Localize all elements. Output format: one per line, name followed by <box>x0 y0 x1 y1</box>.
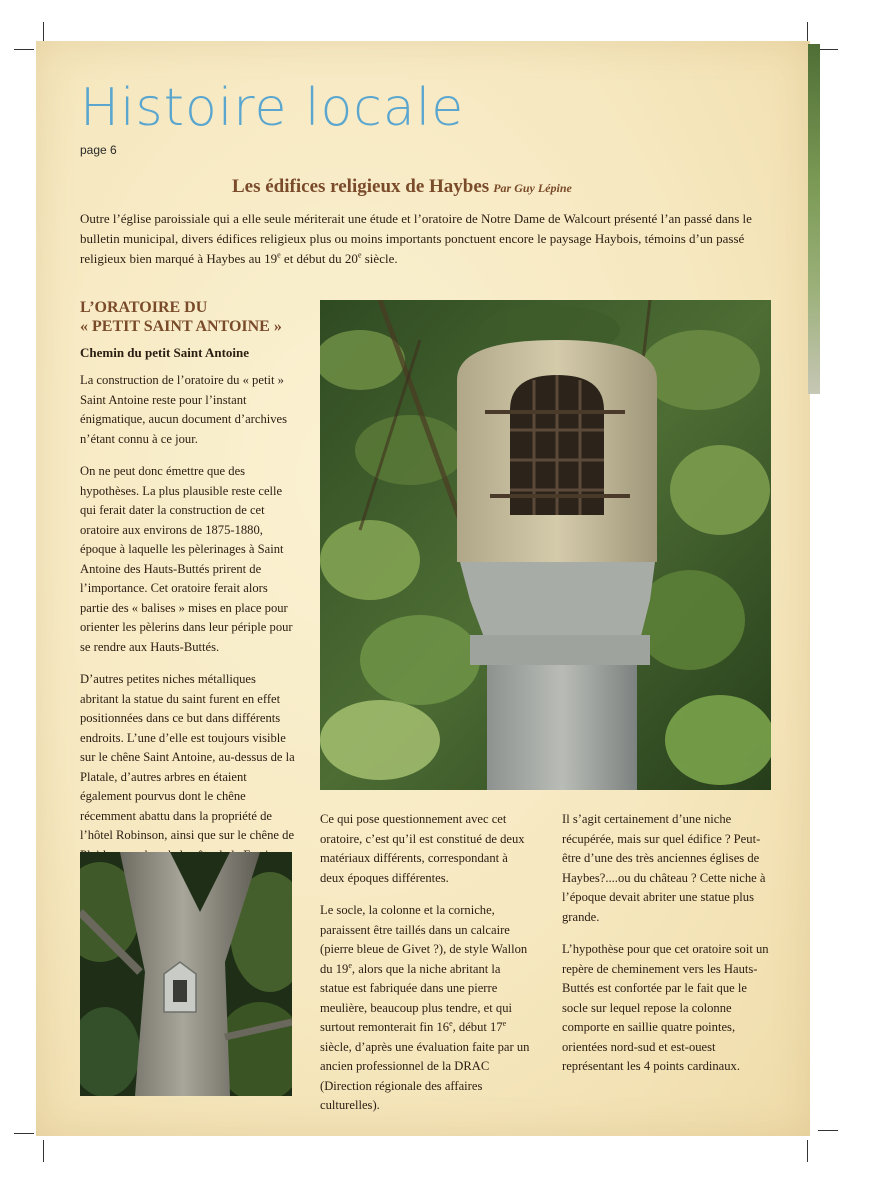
section-subheading: Chemin du petit Saint Antoine <box>80 345 250 360</box>
crop-mark <box>807 1140 808 1162</box>
crop-mark <box>43 1140 44 1162</box>
crop-mark <box>14 1133 34 1134</box>
middle-column <box>320 810 532 1129</box>
paragraph: Ce qui pose questionnement avec cet oratoire, c’est qu’il est constitué de deux matériaux différents, correspondant à deux époques différentes. <box>320 812 525 885</box>
intro-text: et début du 20 <box>280 251 358 266</box>
article-heading-text: Les édifices religieux de Haybes <box>232 176 490 197</box>
paragraph: On ne peut donc émettre que des hypothèses. La plus plausible reste celle qui ferait dater la construction de cet oratoire aux environs de 1875-1880, époque à laquelle les pèlerinages à Saint Antoine des Hauts-Buttés prirent de l’importance. Cet oratoire ferait alors partie des « balises » mises en place pour orienter les pèlerins dans leur périple pour se rendre aux Hauts-Buttés. <box>80 464 293 654</box>
crop-mark <box>818 49 838 50</box>
paragraph-text: , début 17 <box>452 1020 503 1034</box>
article-byline: Par Guy Lépine <box>493 181 572 195</box>
superscript: e <box>502 1018 507 1028</box>
crop-mark <box>14 49 34 50</box>
article-heading <box>232 176 572 198</box>
left-column <box>80 371 297 878</box>
section-title-line: L’ORATOIRE DU <box>80 299 208 316</box>
superscript: e <box>348 960 352 970</box>
oratory-photo <box>320 300 771 790</box>
paragraph-text: siècle, d’après une évaluation faite par un ancien professionnel de la DRAC (Direction régionale des affaires culturelles). <box>320 1039 530 1112</box>
paragraph: La construction de l’oratoire du « petit » Saint Antoine reste pour l’instant énigmatique, aucun document d’archives n’étant connu à ce jour. <box>80 373 288 446</box>
paragraph: Il s’agit certainement d’une niche récupérée, mais sur quel édifice ? Peut-être d’une des très anciennes églises de Haybes?....ou du château ? Cette niche à l’époque devait abriter une statue plus grande. <box>562 812 766 924</box>
paragraph-text: Le socle, la colonne et la corniche, paraissent être taillés dans un calcaire (pierre bleue de Givet ?), de style Wallon du 19 <box>320 903 528 976</box>
page-title: Histoire locale <box>80 78 465 138</box>
intro-superscript: e <box>277 250 281 260</box>
paragraph <box>320 901 532 1116</box>
right-column <box>562 810 772 1090</box>
section-title-line: « PETIT SAINT ANTOINE » <box>80 318 282 335</box>
paragraph: L’hypothèse pour que cet oratoire soit un repère de cheminement vers les Hauts- Buttés est confortée par le fait que le socle sur lequel repose la colonne comporte en saillie quatre pointes, orientées nord-sud et est-ouest représentant les 4 points cardinaux. <box>562 942 769 1073</box>
section-title <box>80 298 320 336</box>
intro-text: Outre l’église paroissiale qui a elle seule mériterait une étude et l’oratoire de Notre Dame de Walcourt présenté l’an passé dans le bulletin municipal, divers édifices religieux plus ou moins importants ponctuent encore le paysage Haybois, témoins d’un passé religieux bien marqué à Haybes au 19 <box>80 211 752 266</box>
tree-niche-photo <box>80 852 292 1096</box>
page-number: page 6 <box>80 143 117 157</box>
paragraph: D’autres petites niches métalliques abritant la statue du saint furent en effet positionnées dans ce but dans différents endroits. L’une d’elle est toujours visible sur le chêne Saint Antoine, au-dessus de la Platale, d’autres arbres en étaient également pourvus dont le chêne récemment abattu dans la propriété de l’hôtel Robinson, ainsi que sur le chêne de <box>80 672 295 842</box>
intro-text: siècle. <box>361 251 398 266</box>
superscript: e <box>449 1018 453 1028</box>
adjacent-page-photo-edge <box>808 44 820 394</box>
crop-mark <box>818 1130 838 1131</box>
article-intro <box>80 209 780 269</box>
intro-superscript: e <box>357 250 362 260</box>
paragraph-text: , alors que la niche abritant la statue est fabriquée dans une pierre meulière, beaucoup plus tendre, et qui surtout remonterait fin 16 <box>320 961 512 1034</box>
